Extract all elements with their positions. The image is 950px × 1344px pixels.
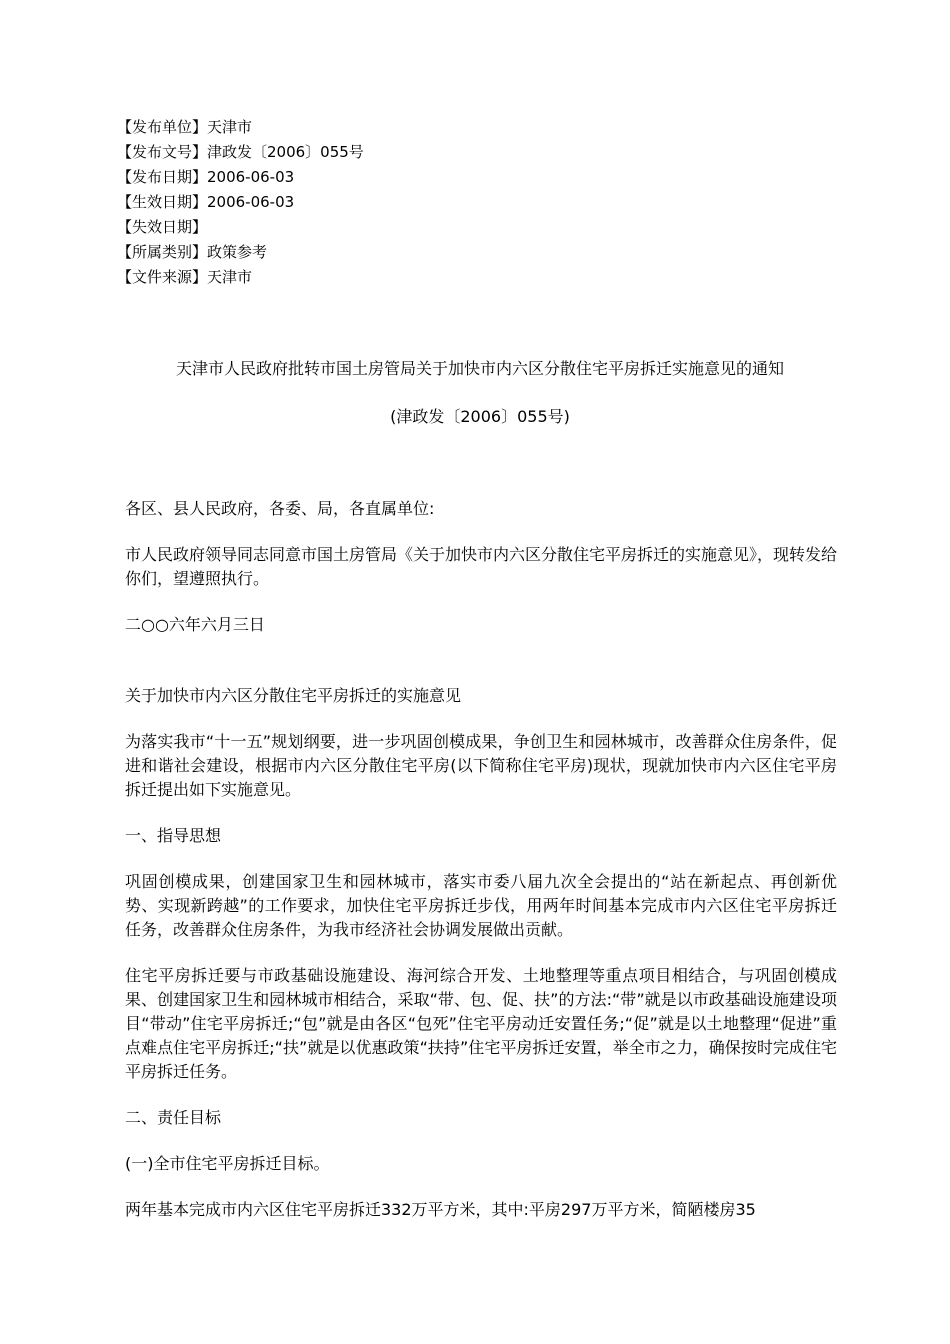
notice-paragraph: 市人民政府领导同志同意市国土房管局《关于加快市内六区分散住宅平房拆迁的实施意见》，现转发给你们，望遵照执行。 xyxy=(125,545,838,588)
document-number-subtitle: (津政发〔2006〕055号) xyxy=(390,407,570,426)
meta-publish-date: 【发布日期】2006-06-03 xyxy=(117,168,295,186)
meta-doc-number: 【发布文号】津政发〔2006〕055号 xyxy=(117,143,364,161)
paragraph: 巩固创模成果，创建国家卫生和园林城市，落实市委八届九次全会提出的“站在新起点、再创新优势、实现新跨越”的工作要求，加快住宅平房拆迁步伐，用两年时间基本完成市内六区住宅平房拆迁任务，改善群众住房条件，为我市经济社会协调发展做出贡献。 xyxy=(125,872,837,939)
meta-issuer: 【发布单位】天津市 xyxy=(117,118,253,136)
meta-source: 【文件来源】天津市 xyxy=(117,268,253,286)
section-heading: 二、责任目标 xyxy=(125,1108,222,1127)
subsection-heading: (一)全市住宅平房拆迁目标。 xyxy=(125,1154,330,1173)
opinion-title: 关于加快市内六区分散住宅平房拆迁的实施意见 xyxy=(125,686,462,705)
section-heading: 一、指导思想 xyxy=(125,826,222,845)
document-body xyxy=(125,497,837,1222)
meta-effective-date: 【生效日期】2006-06-03 xyxy=(117,193,295,211)
paragraph: 住宅平房拆迁要与市政基础设施建设、海河综合开发、土地整理等重点项目相结合，与巩固创模成果、创建国家卫生和园林城市相结合，采取“带、包、促、扶”的方法:“带”就是以市政基础设施建设项目“带动”住宅平房拆迁;“包”就是由各区“包死”住宅平房动迁安置任务;“促”就是以土地整理“促进”重点难点住宅平房拆迁;“扶”就是以优惠政策“扶持”住宅平房拆迁安置，举全市之力，确保按时完成住宅平房拆迁任务。 xyxy=(125,966,837,1081)
metadata-block xyxy=(117,115,617,290)
document-title: 天津市人民政府批转市国土房管局关于加快市内六区分散住宅平房拆迁实施意见的通知 xyxy=(175,359,784,378)
paragraph: 两年基本完成市内六区住宅平房拆迁332万平方米，其中:平房297万平方米，简陋楼房35 xyxy=(125,1200,756,1219)
salutation: 各区、县人民政府，各委、局，各直属单位: xyxy=(125,499,435,518)
notice-date: 二○○六年六月三日 xyxy=(125,615,265,634)
intro-paragraph: 为落实我市“十一五”规划纲要，进一步巩固创模成果，争创卫生和园林城市，改善群众住房条件，促进和谐社会建设，根据市内六区分散住宅平房(以下简称住宅平房)现状，现就加快市内六区住宅平房拆迁提出如下实施意见。 xyxy=(125,732,837,799)
meta-category: 【所属类别】政策参考 xyxy=(117,243,268,261)
meta-expiry-date: 【失效日期】 xyxy=(117,218,208,236)
